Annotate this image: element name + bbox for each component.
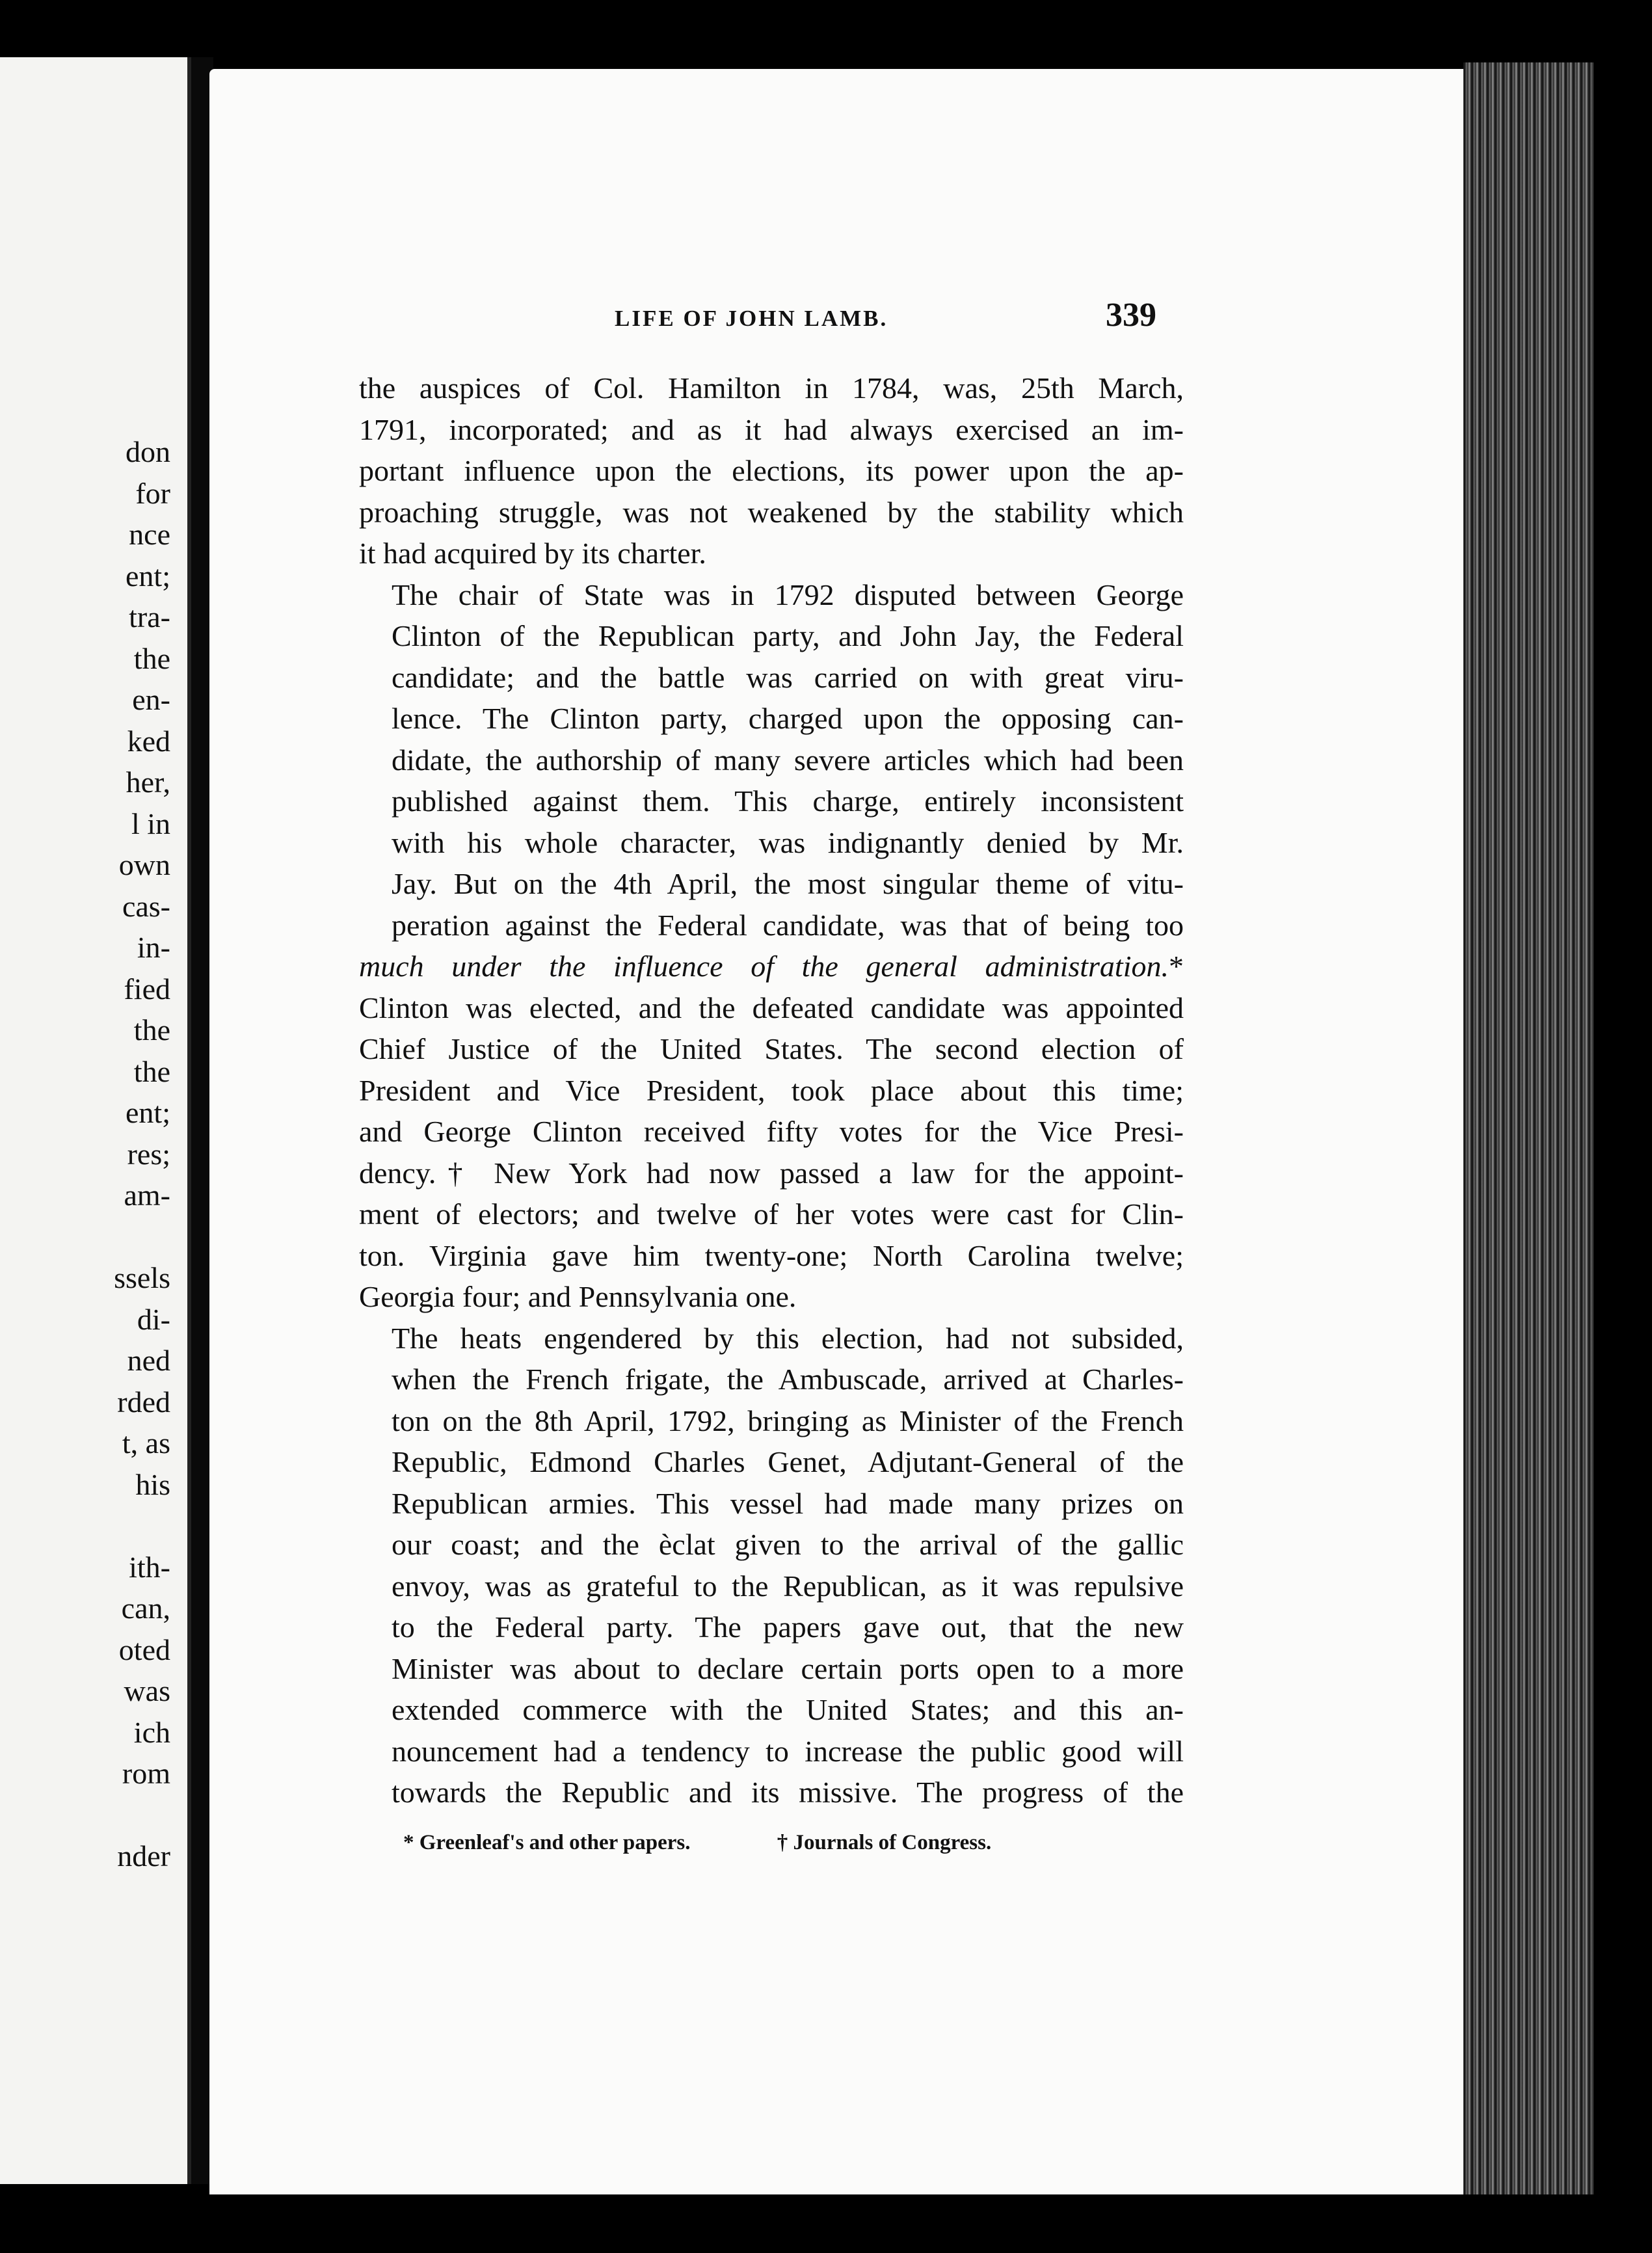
text-line: portant influence upon the elections, its power upon the ap- (359, 454, 1184, 487)
text-line: extended commerce with the United States; and this an- (392, 1693, 1184, 1726)
text-line: Jay. But on the 4th April, the most singular theme of vitu- (392, 867, 1184, 900)
text-line: dency.† New York had now passed a law for the appoint- (359, 1156, 1184, 1190)
left-fragment: the (133, 1013, 170, 1047)
left-fragment: di- (137, 1302, 170, 1336)
text-line: Republic, Edmond Charles Genet, Adjutant-General of the (392, 1445, 1184, 1478)
italic-phrase: much under the influence of the general administration. (359, 950, 1169, 983)
left-fragment: ned (127, 1344, 170, 1377)
left-fragment: ent; (126, 559, 170, 593)
body-text (359, 367, 1184, 1813)
footnote-2: † Journals of Congress. (777, 1831, 992, 1854)
running-head: LIFE OF JOHN LAMB. (615, 306, 888, 331)
left-page (0, 57, 191, 2184)
text-line: Minister was about to declare certain ports open to a more (392, 1651, 1184, 1685)
text-line: envoy, was as grateful to the Republican, as it was repulsive (392, 1569, 1184, 1603)
left-fragment: res; (127, 1137, 170, 1171)
left-fragment: for (135, 476, 170, 510)
left-fragment: cas- (122, 889, 170, 923)
left-fragment: nder (117, 1839, 170, 1873)
left-fragment: en- (132, 683, 170, 716)
left-fragment: own (118, 848, 170, 881)
left-fragment: ent; (126, 1096, 170, 1129)
text-line: The chair of State was in 1792 disputed between George (392, 578, 1184, 611)
paragraph-3 (359, 1318, 1184, 1813)
left-page-text-fragments (114, 431, 170, 1877)
text-line: published against them. This charge, entirely inconsistent (392, 784, 1184, 818)
left-fragment: t, as (122, 1426, 170, 1460)
left-fragment (114, 1216, 170, 1258)
footnote-1: * Greenleaf's and other papers. (403, 1831, 691, 1854)
text-line: 1791, incorporated; and as it had always exercised an im- (359, 412, 1184, 446)
footnotes (403, 1831, 1119, 1855)
left-fragment: his (135, 1467, 170, 1501)
text-line: peration against the Federal candidate, was that of being too (392, 908, 1184, 942)
page-edges (1463, 62, 1593, 2194)
left-fragment: ked (127, 724, 170, 758)
left-fragment: don (126, 435, 170, 468)
left-fragment: her, (126, 766, 170, 799)
left-fragment: ich (133, 1715, 170, 1749)
left-fragment: tra- (129, 600, 170, 633)
left-fragment: rom (122, 1757, 170, 1790)
left-fragment: in- (137, 931, 170, 964)
paragraph-2 (359, 574, 1184, 946)
text-line: ton. Virginia gave him twenty-one; North Carolina twelve; (359, 1238, 1184, 1272)
text-line: ton on the 8th April, 1792, bringing as Minister of the French (392, 1404, 1184, 1437)
left-fragment (114, 1505, 170, 1547)
left-fragment: rded (117, 1385, 170, 1419)
text-line: ment of electors; and twelve of her votes were cast for Clin- (359, 1197, 1184, 1231)
text-line: Clinton was elected, and the defeated candidate was appointed (359, 991, 1184, 1024)
italic-line (359, 946, 1184, 987)
text-line: lence. The Clinton party, charged upon the opposing can- (392, 702, 1184, 735)
left-fragment: nce (129, 518, 170, 551)
text-line: and George Clinton received fifty votes for the Vice Presi- (359, 1115, 1184, 1148)
left-fragment: fied (124, 972, 170, 1006)
text-line: with his whole character, was indignantly denied by Mr. (392, 825, 1184, 859)
left-fragment: was (124, 1674, 170, 1707)
text-line: didate, the authorship of many severe articles which had been (392, 743, 1184, 777)
text-line: candidate; and the battle was carried on with great viru- (392, 660, 1184, 694)
text-line: Clinton of the Republican party, and John Jay, the Federal (392, 619, 1184, 652)
left-fragment: the (133, 641, 170, 675)
left-fragment: am- (124, 1179, 170, 1212)
left-fragment (114, 1794, 170, 1836)
paragraph-1 (359, 367, 1184, 574)
text-line: President and Vice President, took place about this time; (359, 1073, 1184, 1107)
page-number: 339 (1106, 297, 1156, 334)
paragraph-2-rest (359, 987, 1184, 1318)
text-line: the auspices of Col. Hamilton in 1784, was, 25th March, (359, 371, 1184, 405)
text-line: proaching struggle, was not weakened by the stability which (359, 495, 1184, 529)
left-fragment: ith- (129, 1550, 170, 1584)
left-fragment: can, (121, 1592, 170, 1625)
text-line: The heats engendered by this election, had not subsided, (392, 1321, 1184, 1355)
left-fragment: l in (131, 807, 170, 840)
text-line: it had acquired by its charter. (359, 537, 706, 570)
left-fragment: the (133, 1054, 170, 1088)
text-line: towards the Republic and its missive. The progress of the (392, 1776, 1184, 1809)
left-fragment: oted (118, 1633, 170, 1666)
text-line: to the Federal party. The papers gave out, that the new (392, 1610, 1184, 1644)
left-fragment: ssels (114, 1261, 170, 1294)
paragraph-2-continued (359, 946, 1184, 987)
text-line: Georgia four; and Pennsylvania one. (359, 1280, 797, 1313)
text-line: when the French frigate, the Ambuscade, arrived at Charles- (392, 1363, 1184, 1396)
text-line: Chief Justice of the United States. The second election of (359, 1032, 1184, 1065)
text-line: nouncement had a tendency to increase the public good will (392, 1734, 1184, 1768)
footnote-mark: * (1169, 950, 1184, 983)
text-line: our coast; and the èclat given to the arrival of the gallic (392, 1528, 1184, 1561)
text-line: Republican armies. This vessel had made many prizes on (392, 1486, 1184, 1520)
